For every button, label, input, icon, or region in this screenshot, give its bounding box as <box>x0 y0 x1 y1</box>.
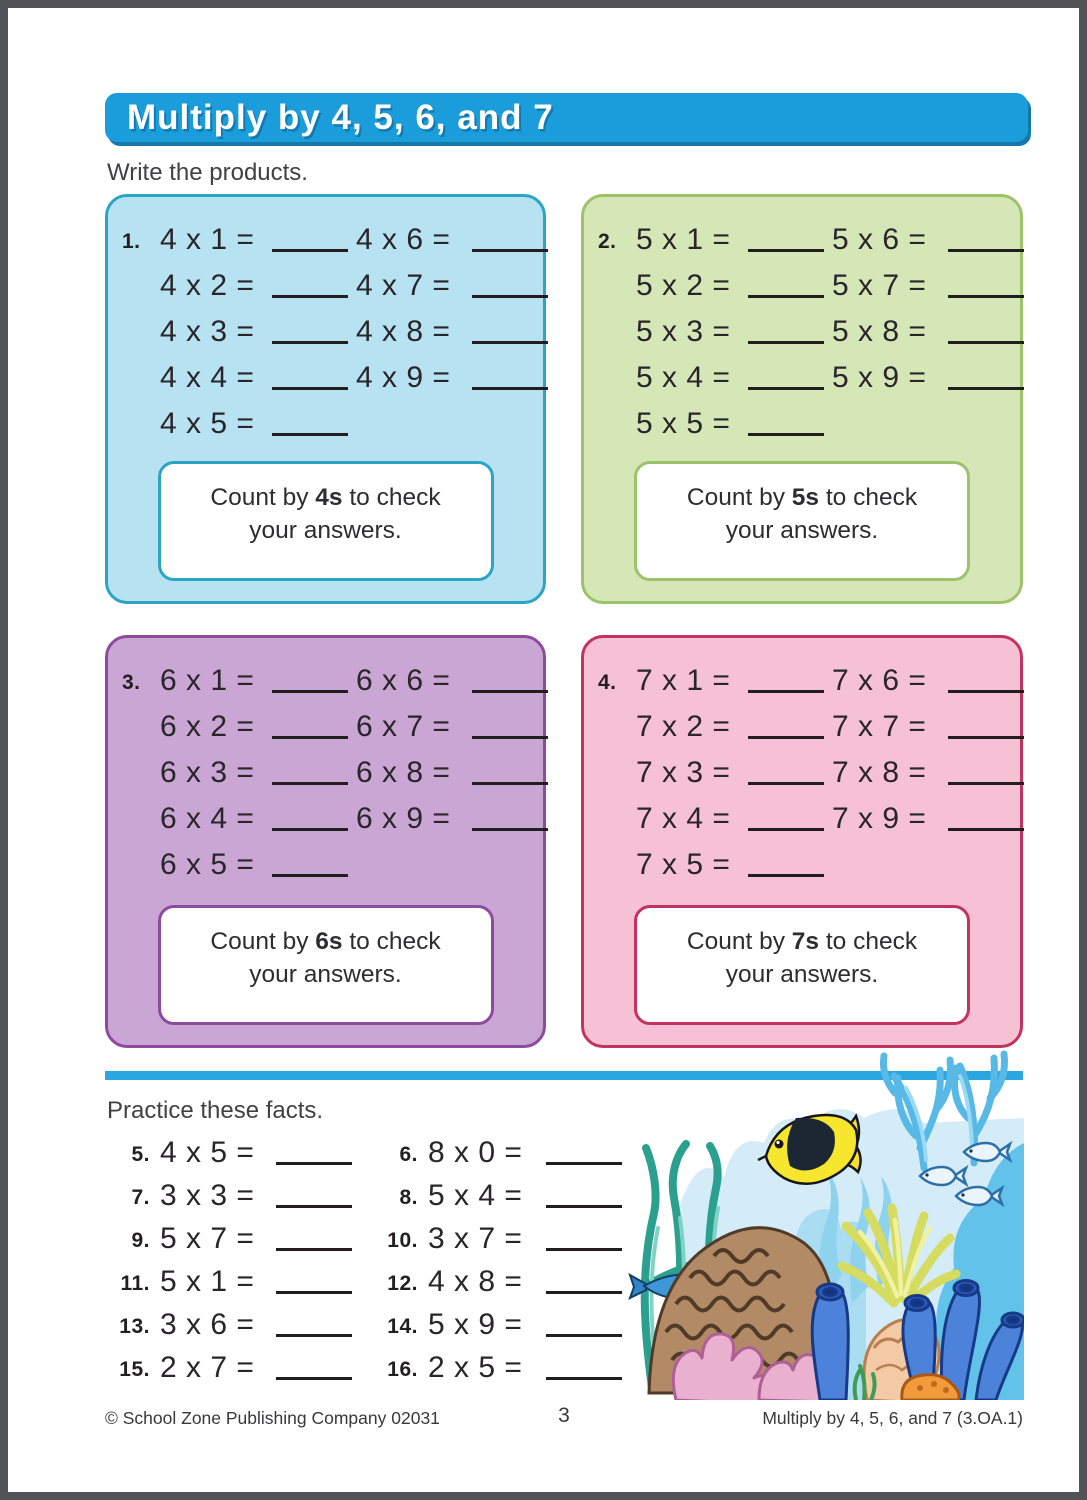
count-check-note <box>634 905 970 1025</box>
problem-number: 5. <box>131 1143 150 1166</box>
note-text: your answers. <box>725 961 879 989</box>
answer-blank[interactable] <box>472 377 548 390</box>
answer-blank[interactable] <box>748 864 824 877</box>
problem-number: 9. <box>131 1229 150 1252</box>
problem-expression: 3 x 3 = <box>160 1179 255 1212</box>
problem-expression: 6 x 4 = <box>160 802 255 835</box>
answer-blank[interactable] <box>948 331 1024 344</box>
note-text: Count by <box>686 484 792 511</box>
problem-expression: 5 x 9 = <box>428 1308 523 1341</box>
answer-blank[interactable] <box>272 680 348 693</box>
answer-blank[interactable] <box>948 285 1024 298</box>
tube-sponges <box>812 1281 1024 1401</box>
problem-expression: 2 x 5 = <box>428 1351 523 1384</box>
problem-expression: 5 x 1 = <box>160 1265 255 1298</box>
answer-blank[interactable] <box>948 772 1024 785</box>
answer-blank[interactable] <box>948 818 1024 831</box>
problem-number: 16. <box>387 1358 418 1381</box>
problem-expression: 7 x 6 = <box>832 664 927 697</box>
note-text: Count by <box>210 928 316 955</box>
note-bold: 5s <box>791 484 820 511</box>
teal-seaweed <box>644 1144 742 1393</box>
answer-blank[interactable] <box>472 818 548 831</box>
problem-number: 14. <box>387 1315 418 1338</box>
problem-expression: 6 x 5 = <box>160 848 255 881</box>
note-text: to check <box>342 484 441 511</box>
small-fish-school <box>920 1143 1010 1205</box>
problem-expression: 4 x 2 = <box>160 269 255 302</box>
count-check-note <box>158 905 494 1025</box>
problem-number: 8. <box>399 1186 418 1209</box>
note-text: to check <box>819 484 918 511</box>
answer-blank[interactable] <box>546 1281 622 1294</box>
problem-expression: 5 x 3 = <box>636 315 731 348</box>
water-patch <box>936 1143 1024 1400</box>
answer-blank[interactable] <box>546 1367 622 1380</box>
kelp-silhouettes <box>819 1168 893 1303</box>
answer-blank[interactable] <box>272 377 348 390</box>
problem-expression: 6 x 1 = <box>160 664 255 697</box>
answer-blank[interactable] <box>272 331 348 344</box>
problem-number: 10. <box>387 1229 418 1252</box>
problem-expression: 4 x 5 = <box>160 1136 255 1169</box>
footer-page-number: 3 <box>558 1404 570 1427</box>
problem-expression: 4 x 8 = <box>356 315 451 348</box>
problem-expression: 6 x 8 = <box>356 756 451 789</box>
answer-blank[interactable] <box>472 772 548 785</box>
count-check-note <box>158 461 494 581</box>
problem-expression: 2 x 7 = <box>160 1351 255 1384</box>
answer-blank[interactable] <box>948 680 1024 693</box>
note-text: to check <box>819 928 918 955</box>
problem-number: 15. <box>119 1358 150 1381</box>
answer-blank[interactable] <box>272 772 348 785</box>
fact-box-multiply-by-4 <box>105 194 546 604</box>
fact-box-multiply-by-7 <box>581 635 1023 1048</box>
problem-expression: 7 x 3 = <box>636 756 731 789</box>
problem-expression: 4 x 5 = <box>160 407 255 440</box>
note-text: your answers. <box>249 961 402 989</box>
problem-expression: 7 x 1 = <box>636 664 731 697</box>
orange-sponge <box>902 1375 959 1400</box>
green-plant <box>855 1366 875 1400</box>
problem-number: 11. <box>120 1272 150 1295</box>
problem-expression: 7 x 8 = <box>832 756 927 789</box>
problem-expression: 7 x 5 = <box>636 848 731 881</box>
answer-blank[interactable] <box>272 864 348 877</box>
problem-expression: 3 x 6 = <box>160 1308 255 1341</box>
answer-blank[interactable] <box>546 1238 622 1251</box>
problem-expression: 6 x 9 = <box>356 802 451 835</box>
problem-expression: 5 x 2 = <box>636 269 731 302</box>
answer-blank[interactable] <box>276 1238 352 1251</box>
note-text: your answers. <box>725 517 879 545</box>
problem-expression: 6 x 7 = <box>356 710 451 743</box>
answer-blank[interactable] <box>748 726 824 739</box>
problem-number: 7. <box>131 1186 150 1209</box>
problem-expression: 7 x 7 = <box>832 710 927 743</box>
note-bold: 7s <box>791 928 820 955</box>
answer-blank[interactable] <box>948 377 1024 390</box>
problem-expression: 5 x 8 = <box>832 315 927 348</box>
blue-fish <box>630 1274 724 1298</box>
answer-blank[interactable] <box>472 680 548 693</box>
count-check-note <box>634 461 970 581</box>
answer-blank[interactable] <box>748 285 824 298</box>
note-text: your answers. <box>249 517 402 545</box>
problem-expression: 3 x 7 = <box>428 1222 523 1255</box>
pink-coral <box>673 1334 842 1400</box>
note-text: Count by <box>686 928 792 955</box>
answer-blank[interactable] <box>276 1195 352 1208</box>
section-divider <box>105 1071 1023 1080</box>
problem-expression: 8 x 0 = <box>428 1136 523 1169</box>
problem-grid <box>584 638 1020 882</box>
answer-blank[interactable] <box>272 285 348 298</box>
problem-expression: 4 x 8 = <box>428 1265 523 1298</box>
instruction-practice-facts: Practice these facts. <box>107 1097 324 1124</box>
answer-blank[interactable] <box>748 772 824 785</box>
problem-expression: 5 x 5 = <box>636 407 731 440</box>
angelfish <box>758 1115 861 1184</box>
note-bold: 6s <box>315 928 343 955</box>
problem-expression: 4 x 1 = <box>160 223 255 256</box>
answer-blank[interactable] <box>748 331 824 344</box>
problem-expression: 7 x 2 = <box>636 710 731 743</box>
problem-number: 13. <box>119 1315 150 1338</box>
note-bold: 4s <box>315 484 343 511</box>
problem-expression: 4 x 9 = <box>356 361 451 394</box>
problem-expression: 7 x 9 = <box>832 802 927 835</box>
answer-blank[interactable] <box>276 1324 352 1337</box>
answer-blank[interactable] <box>276 1281 352 1294</box>
answer-blank[interactable] <box>546 1195 622 1208</box>
practice-facts-list <box>108 1136 632 1385</box>
problem-number: 6. <box>399 1143 418 1166</box>
problem-expression: 5 x 4 = <box>428 1179 523 1212</box>
answer-blank[interactable] <box>748 423 824 436</box>
anemone <box>842 1208 956 1303</box>
fact-box-multiply-by-5 <box>581 194 1023 604</box>
water-backdrop <box>679 1109 1024 1400</box>
problem-expression: 5 x 7 = <box>160 1222 255 1255</box>
problem-expression: 6 x 6 = <box>356 664 451 697</box>
answer-blank[interactable] <box>472 331 548 344</box>
problem-expression: 6 x 3 = <box>160 756 255 789</box>
problem-expression: 4 x 4 = <box>160 361 255 394</box>
footer-copyright: © School Zone Publishing Company 02031 <box>105 1408 440 1428</box>
answer-blank[interactable] <box>272 818 348 831</box>
answer-blank[interactable] <box>748 818 824 831</box>
problem-number: 12. <box>387 1272 418 1295</box>
instruction-write-products: Write the products. <box>107 159 308 186</box>
problem-grid <box>108 638 543 882</box>
answer-blank[interactable] <box>472 239 548 252</box>
answer-blank[interactable] <box>272 239 348 252</box>
problem-number: 2. <box>598 230 617 253</box>
answer-blank[interactable] <box>272 726 348 739</box>
answer-blank[interactable] <box>948 726 1024 739</box>
note-text: to check <box>342 928 441 955</box>
problem-expression: 4 x 7 = <box>356 269 451 302</box>
problem-grid <box>584 197 1020 441</box>
problem-expression: 5 x 7 = <box>832 269 927 302</box>
problem-expression: 5 x 1 = <box>636 223 731 256</box>
answer-blank[interactable] <box>276 1152 352 1165</box>
coral-reef-illustration <box>624 1048 1024 1400</box>
answer-blank[interactable] <box>276 1367 352 1380</box>
answer-blank[interactable] <box>748 680 824 693</box>
fact-box-multiply-by-6 <box>105 635 546 1048</box>
problem-expression: 5 x 4 = <box>636 361 731 394</box>
note-text: Count by <box>210 484 316 511</box>
answer-blank[interactable] <box>272 423 348 436</box>
answer-blank[interactable] <box>948 239 1024 252</box>
problem-number: 1. <box>122 230 141 253</box>
answer-blank[interactable] <box>546 1152 622 1165</box>
answer-blank[interactable] <box>748 377 824 390</box>
problem-number: 3. <box>122 671 141 694</box>
problem-number: 4. <box>598 671 617 694</box>
problem-expression: 4 x 6 = <box>356 223 451 256</box>
answer-blank[interactable] <box>472 726 548 739</box>
answer-blank[interactable] <box>472 285 548 298</box>
footer-standard: Multiply by 4, 5, 6, and 7 (3.OA.1) <box>762 1408 1023 1428</box>
problem-grid <box>108 197 543 441</box>
problem-expression: 5 x 6 = <box>832 223 927 256</box>
problem-expression: 6 x 2 = <box>160 710 255 743</box>
cup-coral <box>864 1320 939 1401</box>
problem-expression: 4 x 3 = <box>160 315 255 348</box>
problem-expression: 7 x 4 = <box>636 802 731 835</box>
brain-coral <box>649 1228 836 1393</box>
answer-blank[interactable] <box>546 1324 622 1337</box>
title-banner <box>105 93 1028 142</box>
page-title: Multiply by 4, 5, 6, and 7 <box>127 97 554 137</box>
problem-expression: 5 x 9 = <box>832 361 927 394</box>
answer-blank[interactable] <box>748 239 824 252</box>
